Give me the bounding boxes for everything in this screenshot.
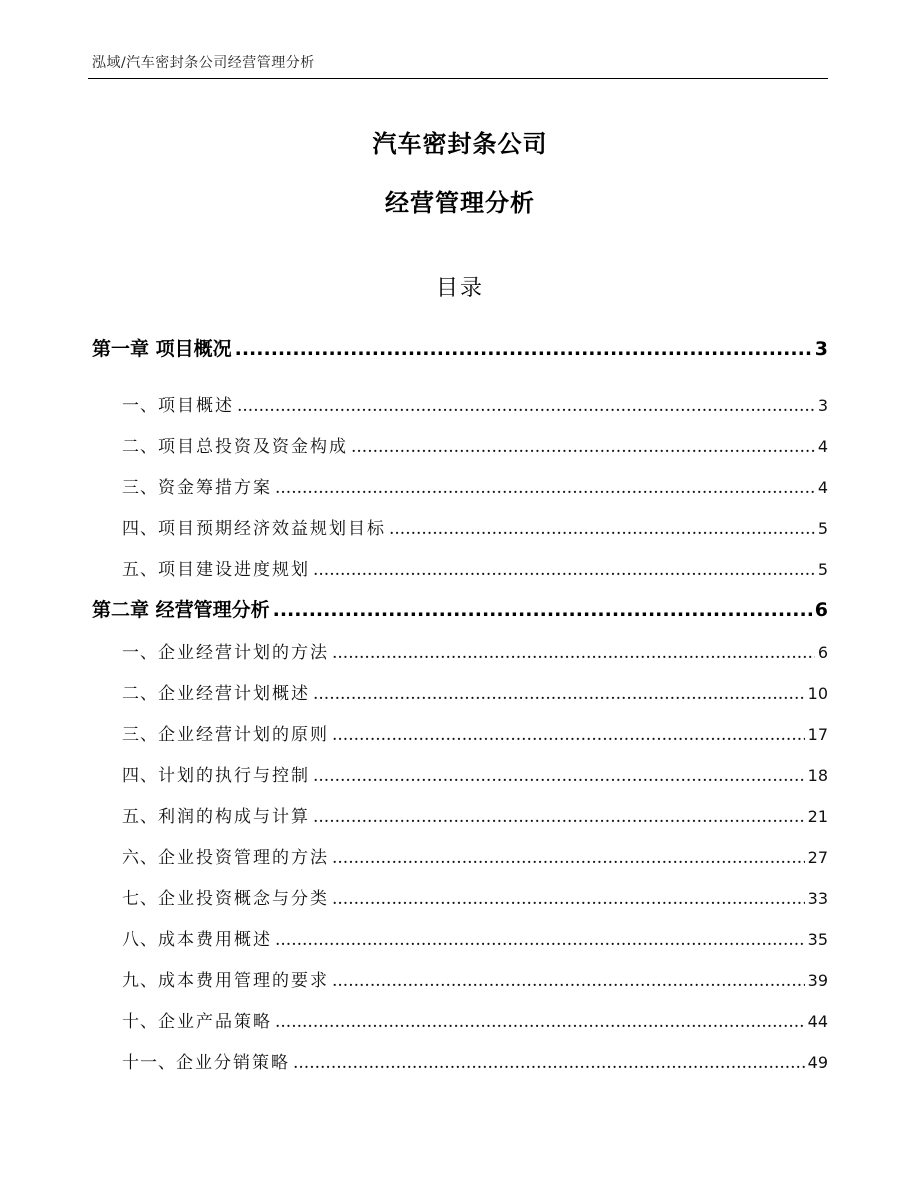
toc-entry-label: 企业经营计划的原则 [158,725,329,745]
toc-page-number: 4 [817,437,828,456]
toc-page-number: 33 [807,889,828,908]
toc-entry-number: 一、 [122,396,158,416]
toc-entry-label: 企业分销策略 [176,1053,290,1073]
toc-entry-number: 二、 [122,437,158,457]
toc-entry-number: 八、 [122,930,158,950]
toc-entry-number: 一、 [122,643,158,663]
toc-entry-label: 企业投资概念与分类 [158,889,329,909]
running-header: 泓域/汽车密封条公司经营管理分析 [92,55,315,71]
toc-leader-dots [351,427,815,467]
toc-entry-label: 项目预期经济效益规划目标 [158,519,386,539]
toc-chapter-2[interactable] [92,591,828,633]
toc-page-number: 6 [817,643,828,662]
toc-entry-label: 企业经营计划概述 [158,684,310,704]
toc-entry[interactable] [92,427,828,468]
toc-entry[interactable] [92,1043,828,1084]
toc-page-number: 21 [807,807,828,826]
toc-page-number: 4 [817,478,828,497]
toc-entry[interactable] [92,838,828,879]
toc-page-number: 3 [817,396,828,415]
toc-leader-dots [332,879,805,919]
toc-entry-label: 成本费用概述 [158,930,272,950]
toc-entry-label: 企业产品策略 [158,1012,272,1032]
toc-leader-dots [313,797,805,837]
toc-page-number: 10 [807,684,828,703]
header-rule [88,78,828,79]
toc-entry[interactable] [92,386,828,427]
toc-entry[interactable] [92,879,828,920]
toc-leader-dots [237,386,815,426]
toc-entry[interactable] [92,797,828,838]
toc-entry-label: 资金筹措方案 [158,478,272,498]
toc-entry-number: 六、 [122,848,158,868]
toc-entry-number: 九、 [122,971,158,991]
toc-leader-dots [275,1002,805,1042]
toc-entry[interactable] [92,961,828,1002]
toc-page-number: 3 [814,338,828,360]
toc-entry[interactable] [92,468,828,509]
toc-leader-dots [332,961,805,1001]
table-of-contents [92,330,828,1084]
toc-chapter-label: 第二章 经营管理分析 [92,599,270,621]
toc-entry-label: 企业经营计划的方法 [158,643,329,663]
toc-leader-dots [235,330,812,368]
toc-leader-dots [275,468,815,508]
toc-page-number: 5 [817,519,828,538]
toc-entry-number: 七、 [122,889,158,909]
toc-entry-number: 五、 [122,560,158,580]
toc-chapter-1[interactable] [92,330,828,372]
toc-entry[interactable] [92,1002,828,1043]
document-title-line2: 经营管理分析 [385,189,535,217]
toc-entry[interactable] [92,633,828,674]
toc-entry-number: 二、 [122,684,158,704]
toc-leader-dots [273,591,812,629]
toc-entry-label: 计划的执行与控制 [158,766,310,786]
toc-entry[interactable] [92,509,828,550]
toc-entry[interactable] [92,550,828,591]
toc-leader-dots [332,715,805,755]
toc-leader-dots [313,550,815,590]
toc-heading: 目录 [435,276,484,301]
toc-entry-number: 三、 [122,478,158,498]
toc-leader-dots [275,920,805,960]
toc-page-number: 27 [807,848,828,867]
document-title-line1: 汽车密封条公司 [372,130,548,158]
toc-page-number: 5 [817,560,828,579]
toc-entry-label: 企业投资管理的方法 [158,848,329,868]
toc-entry[interactable] [92,920,828,961]
toc-entry-label: 项目概述 [158,396,234,416]
toc-page-number: 35 [807,930,828,949]
toc-page-number: 18 [807,766,828,785]
toc-page-number: 17 [807,725,828,744]
toc-leader-dots [313,756,805,796]
toc-leader-dots [313,674,805,714]
toc-page-number: 6 [814,599,828,621]
toc-leader-dots [332,838,805,878]
toc-leader-dots [389,509,815,549]
toc-entry-label: 利润的构成与计算 [158,807,310,827]
toc-entry-number: 四、 [122,519,158,539]
toc-entry-number: 十、 [122,1012,158,1032]
toc-entry-label: 项目总投资及资金构成 [158,437,348,457]
toc-entry-number: 四、 [122,766,158,786]
toc-entry[interactable] [92,715,828,756]
toc-leader-dots [332,633,815,673]
toc-entry[interactable] [92,756,828,797]
toc-leader-dots [293,1043,805,1083]
toc-entry-number: 三、 [122,725,158,745]
toc-page-number: 49 [807,1053,828,1072]
toc-chapter-label: 第一章 项目概况 [92,338,232,360]
toc-entry-number: 五、 [122,807,158,827]
toc-entry-number: 十一、 [122,1053,176,1073]
toc-entry-label: 成本费用管理的要求 [158,971,329,991]
toc-entry-label: 项目建设进度规划 [158,560,310,580]
toc-page-number: 44 [807,1012,828,1031]
toc-page-number: 39 [807,971,828,990]
toc-entry[interactable] [92,674,828,715]
